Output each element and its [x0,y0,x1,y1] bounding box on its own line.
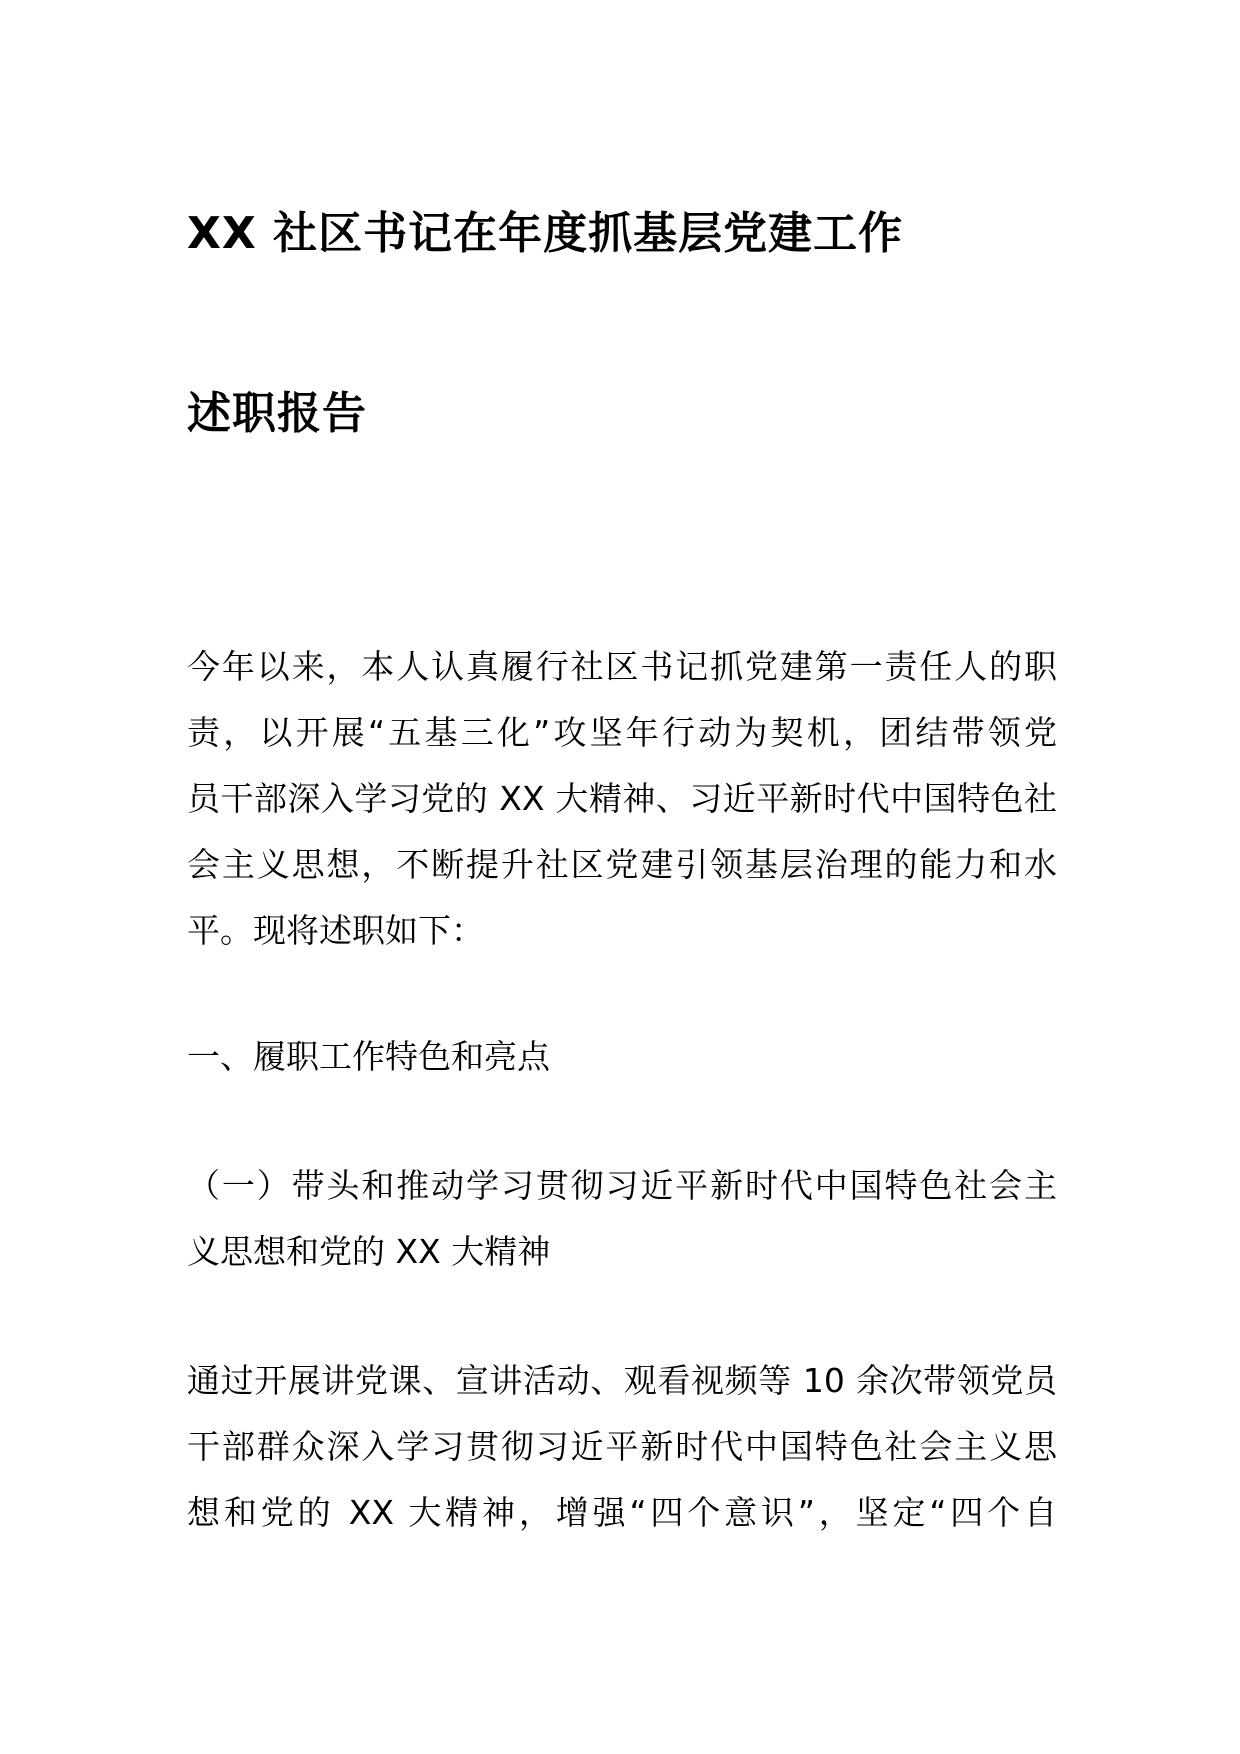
subsection-heading-line: （一）带头和推动学习贯彻习近平新时代中国特色社会主 [187,1166,1057,1205]
intro-paragraph [187,634,1057,964]
document-title-line-2: 述职报告 [187,388,367,439]
document-title-line-1: XX 社区书记在年度抓基层党建工作 [187,208,904,259]
subsection-heading [187,1153,1057,1285]
intro-line: 会主义思想，不断提升社区党建引领基层治理的能力和水 [187,845,1057,884]
body-line: 干部群众深入学习贯彻习近平新时代中国特色社会主义思 [187,1427,1057,1466]
section-heading-text: 一、履职工作特色和亮点 [187,1037,550,1076]
intro-line: 平。现将述职如下： [187,911,484,950]
body-line: 想和党的 XX 大精神，增强“四个意识”，坚定“四个自 [187,1493,1057,1532]
subsection-heading-line: 义思想和党的 XX 大精神 [187,1232,551,1271]
body-line: 通过开展讲党课、宣讲活动、观看视频等 10 余次带领党员 [187,1361,1057,1400]
intro-line: 今年以来，本人认真履行社区书记抓党建第一责任人的职 [187,647,1057,686]
intro-line: 责，以开展“五基三化”攻坚年行动为契机，团结带领党 [187,713,1057,752]
body-paragraph [187,1348,1057,1546]
section-heading [187,1024,1057,1090]
intro-line: 员干部深入学习党的 XX 大精神、习近平新时代中国特色社 [187,779,1057,818]
